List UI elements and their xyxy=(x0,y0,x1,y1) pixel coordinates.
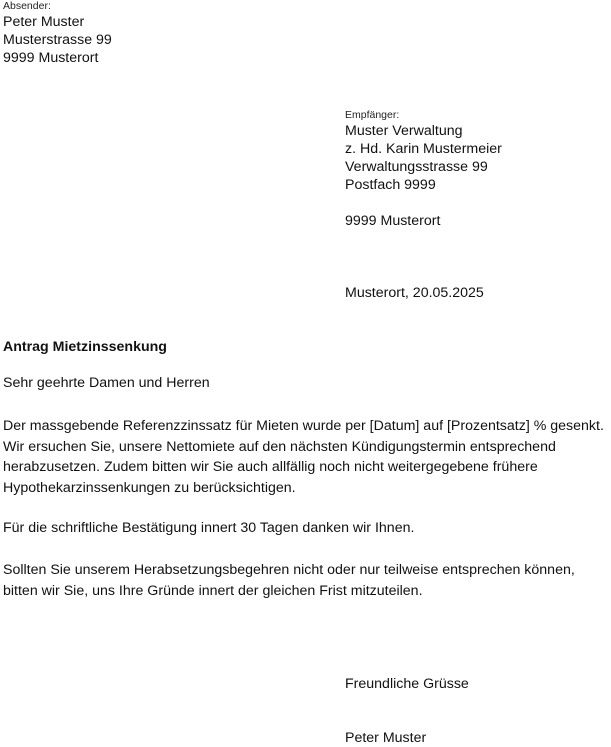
recipient-company: Muster Verwaltung xyxy=(345,123,463,139)
recipient-label: Empfänger: xyxy=(345,109,400,121)
recipient-po-box: Postfach 9999 xyxy=(345,177,436,193)
body-paragraph-1: Der massgebende Referenzzinssatz für Mieten wurde per [Datum] auf [Prozentsatz] % gesenkt. Wir ersuchen Sie, unsere Nettomiete auf den nächsten Kündigungstermin entsprechend herabzusetzen. Zudem bitten wir Sie auch allfällig noch nicht weitergegebene frühere Hypothekarzinssenkungen zu berücksichtigen. xyxy=(3,418,604,496)
letter-subject: Antrag Mietzinssenkung xyxy=(3,339,167,355)
recipient-block xyxy=(345,109,502,230)
sender-name: Peter Muster xyxy=(3,14,85,30)
recipient-street: Verwaltungsstrasse 99 xyxy=(345,159,488,175)
recipient-spacer xyxy=(345,194,502,212)
recipient-attention: z. Hd. Karin Mustermeier xyxy=(345,141,502,157)
letter-closing: Freundliche Grüsse xyxy=(345,676,469,692)
letter-signature: Peter Muster xyxy=(345,730,427,746)
sender-street: Musterstrasse 99 xyxy=(3,32,112,48)
letter-date: Musterort, 20.05.2025 xyxy=(345,285,484,301)
letter-salutation: Sehr geehrte Damen und Herren xyxy=(3,375,210,391)
sender-block xyxy=(3,0,112,67)
body-paragraph-2: Für die schriftliche Bestätigung innert 30 Tagen danken wir Ihnen. xyxy=(3,520,415,536)
body-paragraph-3: Sollten Sie unserem Herabsetzungsbegehren nicht oder nur teilweise entsprechen können, bitten wir Sie, uns Ihre Gründe innert der gleichen Frist mitzuteilen. xyxy=(3,562,575,599)
recipient-city: 9999 Musterort xyxy=(345,213,441,229)
sender-city: 9999 Musterort xyxy=(3,50,99,66)
sender-label: Absender: xyxy=(3,0,51,12)
